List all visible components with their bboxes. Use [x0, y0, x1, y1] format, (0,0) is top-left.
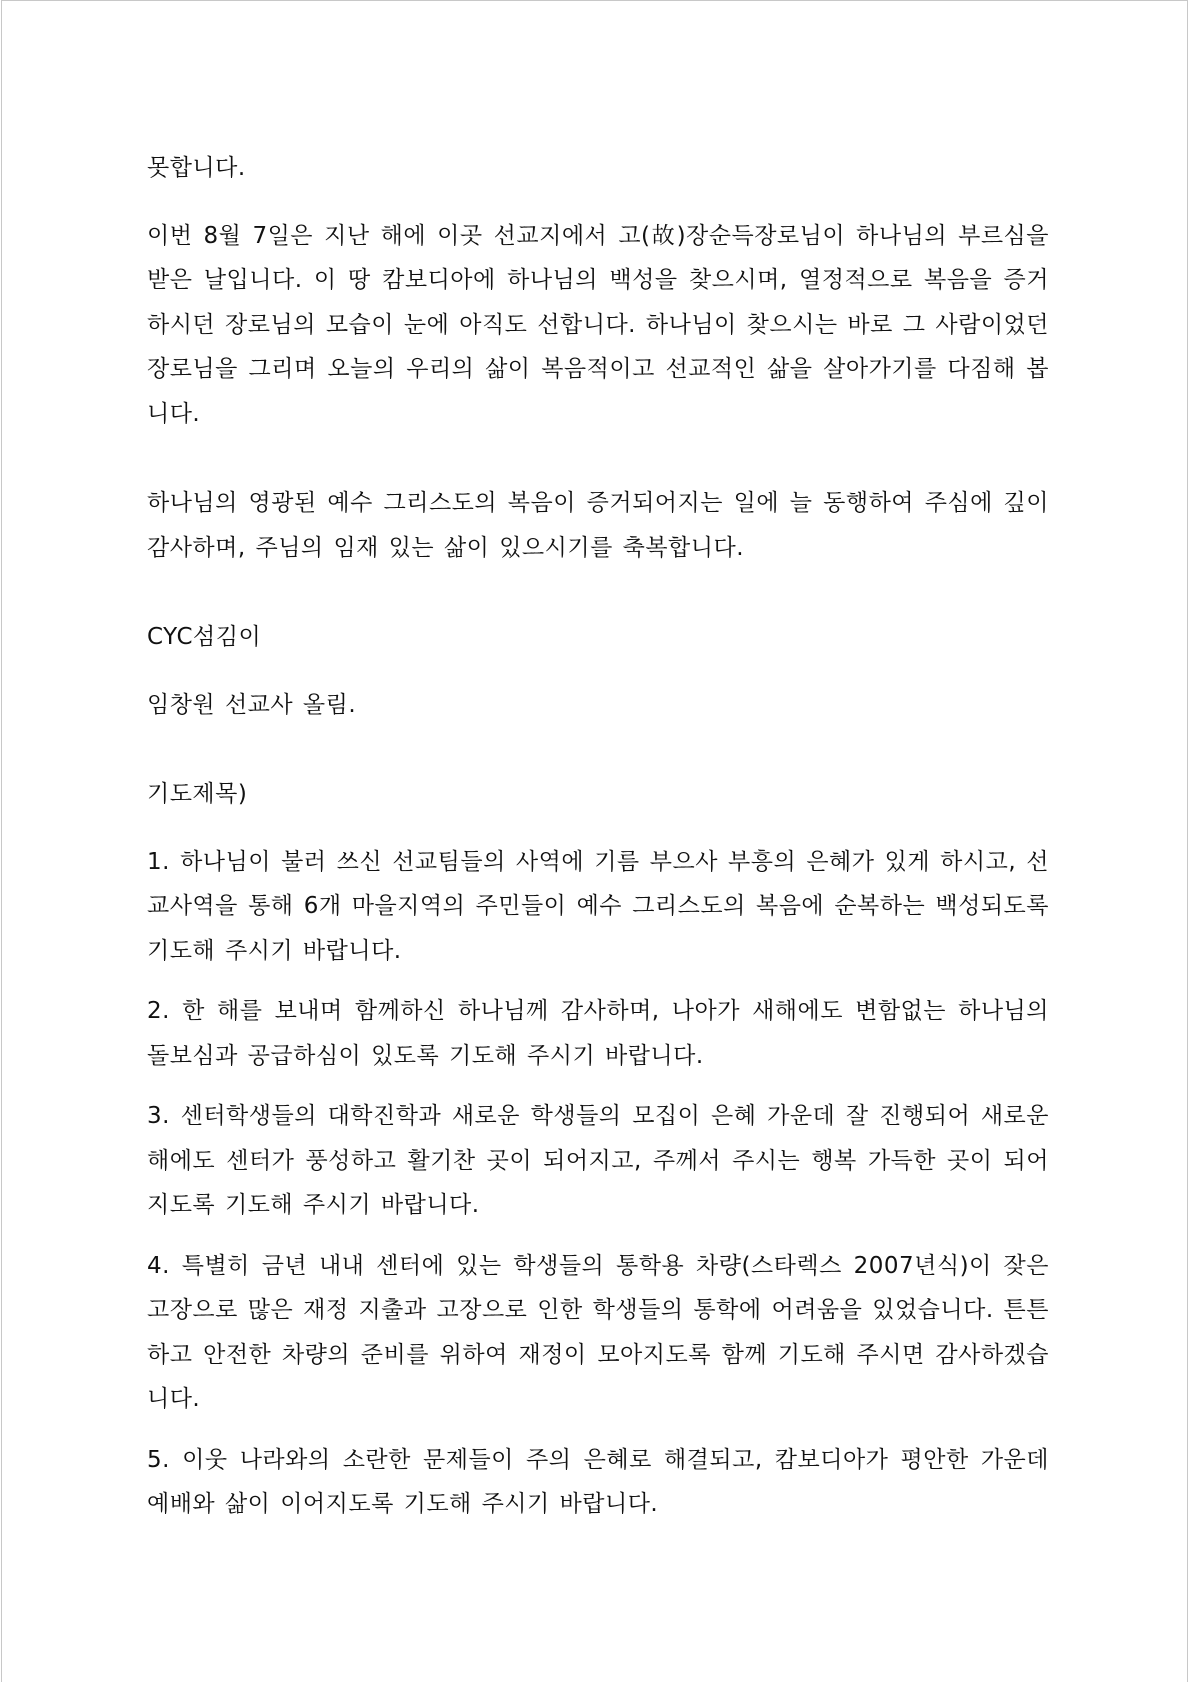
signature-name: 임창원 선교사 올림. [147, 691, 357, 718]
paragraph-blessing: 하나님의 영광된 예수 그리스도의 복음이 증거되어지는 일에 늘 동행하여 주심에 깊이 감사하며, 주님의 임재 있는 삶이 있으시기를 축복합니다. [147, 490, 1049, 561]
prayer-heading: 기도제목) [147, 781, 248, 807]
prayer-item-2: 2. 한 해를 보내며 함께하신 하나님께 감사하며, 나아가 새해에도 변함없는 하나님의 돌보심과 공급하심이 있도록 기도해 주시기 바랍니다. [147, 998, 1049, 1069]
paragraph-memorial: 이번 8월 7일은 지난 해에 이곳 선교지에서 고(故)장순득장로님이 하나님의 부르심을 받은 날입니다. 이 땅 캄보디아에 하나님의 백성을 찾으시며, 열정적으로 복음을 증거하시던 장로님의 모습이 눈에 아직도 선합니다. 하나님이 찾으시는 바로 그 사람이었던 장로님을 그리며 오늘의 우리의 삶이 복음적이고 선교적인 삶을 살아가기를 다짐해 봅니다. [147, 222, 1049, 427]
prayer-item-5: 5. 이웃 나라와의 소란한 문제들이 주의 은혜로 해결되고, 캄보디아가 평안한 가운데 예배와 삶이 이어지도록 기도해 주시기 바랍니다. [147, 1446, 1049, 1517]
document-body [147, 146, 1049, 1527]
signature-org: CYC섬김이 [147, 624, 262, 650]
prayer-item-1: 1. 하나님이 불러 쓰신 선교팀들의 사역에 기름 부으사 부흥의 은혜가 있게 하시고, 선교사역을 통해 6개 마을지역의 주민들이 예수 그리스도의 복음에 순복하는 백성되도록 기도해 주시기 바랍니다. [147, 848, 1049, 964]
prayer-item-4: 4. 특별히 금년 내내 센터에 있는 학생들의 통학용 차량(스타렉스 2007년식)이 잦은 고장으로 많은 재정 지출과 고장으로 인한 학생들의 통학에 어려움을 있었습니다. 튼튼하고 안전한 차량의 준비를 위하여 재정이 모아지도록 함께 기도해 주시면 감사하겠습니다. [147, 1252, 1049, 1412]
document-page [1, 0, 1188, 1682]
paragraph-continuation: 못합니다. [147, 155, 246, 181]
prayer-item-3: 3. 센터학생들의 대학진학과 새로운 학생들의 모집이 은혜 가운데 잘 진행되어 새로운 해에도 센터가 풍성하고 활기찬 곳이 되어지고, 주께서 주시는 행복 가득한 곳이 되어지도록 기도해 주시기 바랍니다. [147, 1103, 1049, 1218]
